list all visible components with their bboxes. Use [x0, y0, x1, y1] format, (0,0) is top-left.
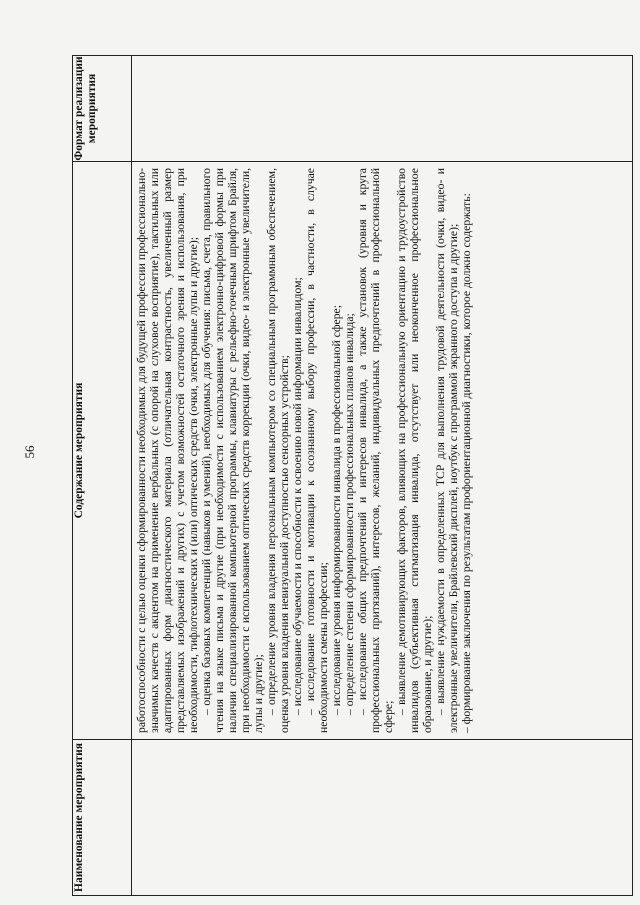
- document-sheet: [72, 56, 632, 896]
- activity-content-text: [132, 162, 477, 739]
- content-list-item: – исследование уровня информированности инвалида в профессиональной сфере;: [330, 305, 343, 715]
- content-list-item: – определение уровня владения персональным компьютером со специальным программным обеспечением, оценка уровня владения невизуальной доступностью сенсорных устройств;: [265, 168, 291, 733]
- content-list-item: – оценка базовых компетенций (навыков и умений), необходимых для обучения: письма, счета, правильного чтения на языке письма и другие (при необходимости с использованием электронно-цифровой формы при наличии специализированной компьютерной программы, клавиатуры с рельефно-точечным шрифтом Брайля, при необходимости с использованием оптических средств коррекции (очки, видео- и электронные увеличители, лупы и другие);: [200, 168, 265, 733]
- content-list-item: – определение степени сформированности профессиональных планов инвалида;: [343, 313, 356, 715]
- content-list-item: – формирование заключения по результатам профориентационной диагностики, которое должно содержать:: [460, 193, 473, 733]
- header-activity-content: Содержание мероприятия: [73, 162, 132, 740]
- content-list-item: – исследование общих предпочтений и интересов инвалида, а также установок (уровня и круга профессиональных притязаний), интересов, желаний, индивидуальных предпочтений в профессиональной сфере;: [356, 168, 395, 733]
- content-paragraph: работоспособности с целью оценки сформированности необходимых для будущей профессии профессионально-значимых качеств с акцентом на применение вербальных (с опорой на слуховое восприятие), тактильных или адаптированных форм диагностического материала (отличательная контрастность, увеличенный размер представляемых изображений и других) с учетом возможностей остаточного зрения и использования, при необходимости, тифлотехнических и (или) оптических средств (очки, электронные лупы и другие);: [135, 168, 200, 733]
- content-list-item: – исследование обучаемости и способности к освоению новой информации инвалидом;: [291, 277, 304, 715]
- table-row: [132, 56, 633, 896]
- content-list-item: – выявление демотивирующих факторов, влияющих на профессиональную ориентацию и трудоустройство инвалидов (субъективная стигматизация инвалида, отсутствует или неоконченное профессиональное образование, и другие);: [395, 168, 434, 733]
- header-activity-format: Формат реализации мероприятия: [73, 56, 132, 162]
- header-activity-name: Наименование мероприятия: [73, 740, 132, 896]
- content-list-item: – выявление нуждаемости в определенных ТСР для выполнения трудовой деятельности (очки, видео- и электронные увеличители, Брайлевский дисплей, ноутбук с программой экранного доступа и другие);: [434, 168, 460, 733]
- table-header-row: [73, 56, 132, 896]
- content-list-item: – исследование готовности и мотивации к осознанному выбору профессии, в частности, в случае необходимости смены профессии;: [304, 168, 330, 733]
- page-number: 56: [22, 445, 37, 459]
- activity-content-cell: [132, 162, 633, 740]
- activities-table: [72, 55, 633, 896]
- activity-name-cell: [132, 740, 633, 896]
- activity-format-cell: [132, 56, 633, 162]
